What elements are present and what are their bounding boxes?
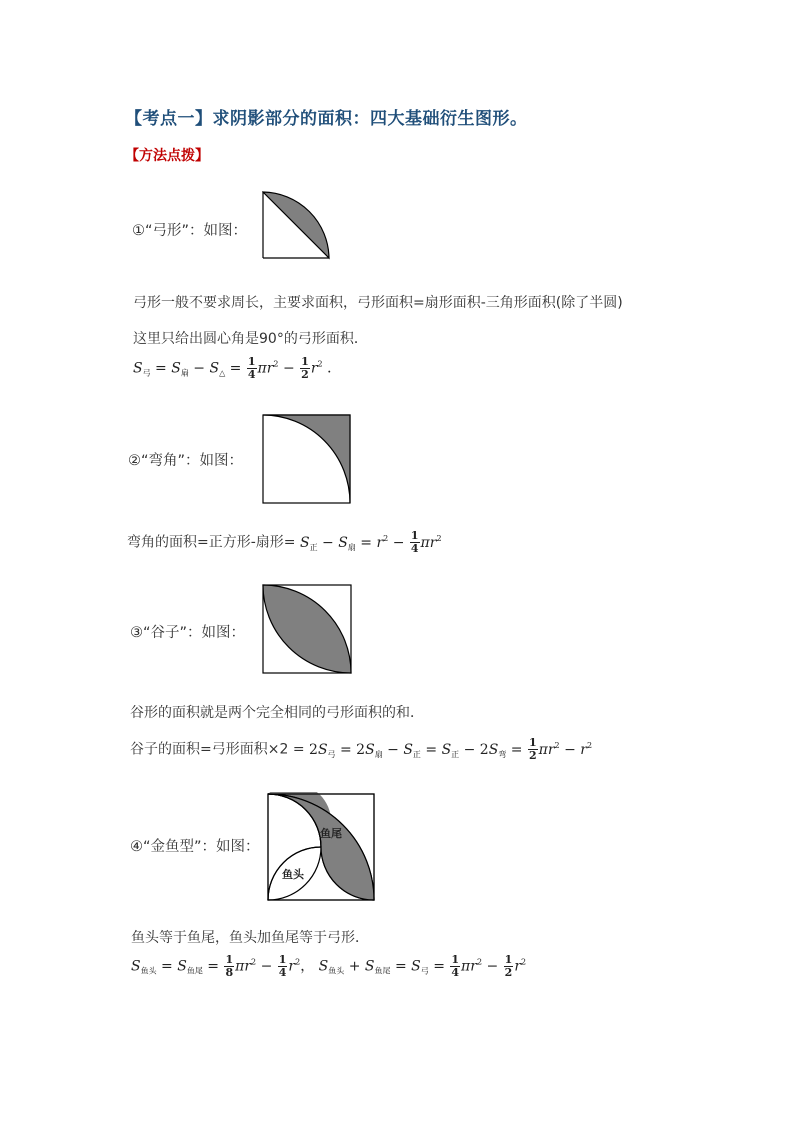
fish-tail-label: 鱼尾 [320,827,342,840]
section2-text: 弯角的面积=正方形-扇形= $S_正 - S_扇 = r^2$ − $\frac{1}{4}$ $\pi r^2$ [127,529,442,555]
section4-label: ④“金鱼型”：如图： [130,839,260,855]
corner-shape-figure [262,414,352,505]
section3-text-2: 谷子的面积=弓形面积$\times 2 = 2S_弓 = 2S_扇 - S_正 = S_正 - 2S_弯$ = $\frac{1}{2}$ $\pi r^2 - r^2$ [130,736,593,762]
goldfish-formula: $S_{鱼头} = S_{鱼尾}$ = $\frac{1}{8}$ $\pi r^2$ − $\frac{1}{4}$ $r^2$， $S_{鱼头} + S_{鱼尾} = S_弓$ = $\frac{1}{4}$ $\pi r^2$ − $\frac{1}{2}$ $r^2$ [131,953,527,979]
section3-label: ③“谷子”：如图： [130,625,246,641]
bow-shaded-segment [263,192,329,258]
section1-text-2: 这里只给出圆心角是90°的弓形面积． [133,331,368,347]
section4-text: 鱼头等于鱼尾，鱼头加鱼尾等于弓形． [131,930,369,946]
method-heading: 【方法点拨】 [125,148,209,164]
bow-area-formula: $S_弓 = S_扇 - S_\triangle$ = $\frac{1}{4}$ $\pi r^2$ − $\frac{1}{2}$ $r^2$ ． [133,355,342,381]
page-title: 【考点一】求阴影部分的面积：四大基础衍生图形。 [125,109,528,129]
section3-text-1: 谷形的面积就是两个完全相同的弓形面积的和． [130,705,424,721]
section2-label: ②“弯角”：如图： [128,453,244,469]
goldfish-shading-overlay [266,792,376,902]
fish-head-label: 鱼头 [282,868,304,881]
section1-text-1: 弓形一般不要求周长，主要求面积，弓形面积=扇形面积-三角形面积(除了半圆) [133,295,623,311]
grain-shape-figure [262,584,353,675]
section1-label: ①“弓形”：如图： [132,223,248,239]
bow-shape-figure [262,191,332,261]
